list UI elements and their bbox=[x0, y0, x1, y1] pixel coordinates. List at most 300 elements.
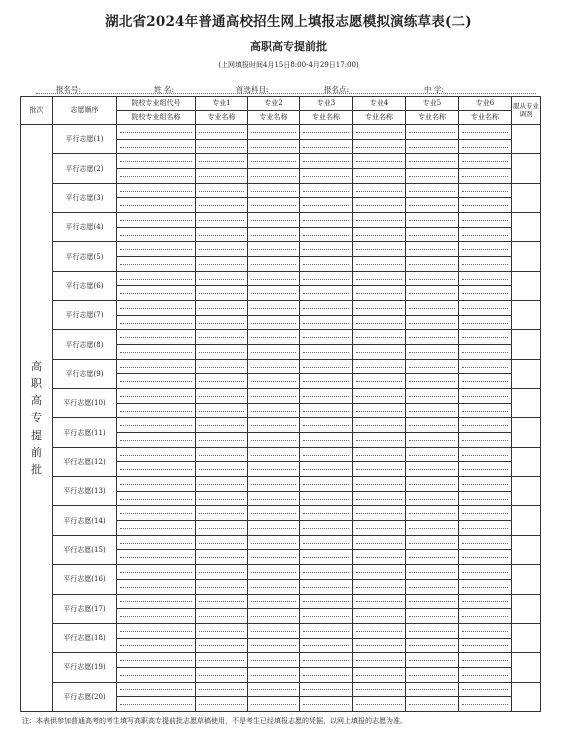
major-field-1[interactable] bbox=[196, 198, 248, 213]
major-field-2[interactable] bbox=[248, 345, 300, 360]
major-field-1[interactable] bbox=[196, 139, 248, 154]
major-field-6[interactable] bbox=[459, 682, 512, 697]
major-field-5[interactable] bbox=[406, 403, 459, 418]
major-field-1[interactable] bbox=[196, 697, 248, 712]
major-field-2[interactable] bbox=[248, 169, 300, 184]
major-field-3[interactable] bbox=[300, 125, 353, 140]
major-field-4[interactable] bbox=[353, 697, 406, 712]
major-field-5[interactable] bbox=[406, 433, 459, 448]
major-field-3[interactable] bbox=[300, 550, 353, 565]
major-field-5[interactable] bbox=[406, 330, 459, 345]
group-code-field[interactable] bbox=[117, 506, 196, 521]
major-field-2[interactable] bbox=[248, 697, 300, 712]
major-field-6[interactable] bbox=[459, 697, 512, 712]
major-field-6[interactable] bbox=[459, 579, 512, 594]
group-name-field[interactable] bbox=[117, 462, 196, 477]
major-field-4[interactable] bbox=[353, 345, 406, 360]
major-field-3[interactable] bbox=[300, 667, 353, 682]
major-field-6[interactable] bbox=[459, 257, 512, 272]
major-field-1[interactable] bbox=[196, 579, 248, 594]
major-field-5[interactable] bbox=[406, 565, 459, 580]
major-field-5[interactable] bbox=[406, 506, 459, 521]
major-field-3[interactable] bbox=[300, 183, 353, 198]
major-field-1[interactable] bbox=[196, 447, 248, 462]
major-field-1[interactable] bbox=[196, 389, 248, 404]
major-field-5[interactable] bbox=[406, 154, 459, 169]
major-field-5[interactable] bbox=[406, 389, 459, 404]
major-field-2[interactable] bbox=[248, 477, 300, 492]
group-name-field[interactable] bbox=[117, 374, 196, 389]
major-field-6[interactable] bbox=[459, 198, 512, 213]
major-field-5[interactable] bbox=[406, 169, 459, 184]
adjust-field[interactable] bbox=[512, 477, 541, 506]
major-field-3[interactable] bbox=[300, 697, 353, 712]
major-field-1[interactable] bbox=[196, 154, 248, 169]
major-field-4[interactable] bbox=[353, 506, 406, 521]
group-code-field[interactable] bbox=[117, 594, 196, 609]
major-field-4[interactable] bbox=[353, 374, 406, 389]
major-field-2[interactable] bbox=[248, 609, 300, 624]
major-field-4[interactable] bbox=[353, 667, 406, 682]
major-field-5[interactable] bbox=[406, 550, 459, 565]
group-code-field[interactable] bbox=[117, 301, 196, 316]
major-field-6[interactable] bbox=[459, 345, 512, 360]
group-code-field[interactable] bbox=[117, 330, 196, 345]
major-field-1[interactable] bbox=[196, 286, 248, 301]
group-code-field[interactable] bbox=[117, 653, 196, 668]
group-name-field[interactable] bbox=[117, 286, 196, 301]
major-field-6[interactable] bbox=[459, 638, 512, 653]
major-field-1[interactable] bbox=[196, 594, 248, 609]
major-field-3[interactable] bbox=[300, 682, 353, 697]
major-field-5[interactable] bbox=[406, 521, 459, 536]
major-field-1[interactable] bbox=[196, 609, 248, 624]
major-field-4[interactable] bbox=[353, 403, 406, 418]
major-field-2[interactable] bbox=[248, 242, 300, 257]
major-field-3[interactable] bbox=[300, 491, 353, 506]
group-name-field[interactable] bbox=[117, 315, 196, 330]
group-name-field[interactable] bbox=[117, 139, 196, 154]
major-field-2[interactable] bbox=[248, 565, 300, 580]
major-field-3[interactable] bbox=[300, 345, 353, 360]
major-field-4[interactable] bbox=[353, 125, 406, 140]
group-code-field[interactable] bbox=[117, 682, 196, 697]
major-field-2[interactable] bbox=[248, 462, 300, 477]
adjust-field[interactable] bbox=[512, 242, 541, 271]
major-field-4[interactable] bbox=[353, 286, 406, 301]
major-field-2[interactable] bbox=[248, 491, 300, 506]
major-field-3[interactable] bbox=[300, 389, 353, 404]
major-field-2[interactable] bbox=[248, 594, 300, 609]
major-field-6[interactable] bbox=[459, 374, 512, 389]
major-field-2[interactable] bbox=[248, 682, 300, 697]
major-field-5[interactable] bbox=[406, 271, 459, 286]
major-field-2[interactable] bbox=[248, 286, 300, 301]
major-field-3[interactable] bbox=[300, 565, 353, 580]
major-field-3[interactable] bbox=[300, 418, 353, 433]
major-field-2[interactable] bbox=[248, 403, 300, 418]
major-field-1[interactable] bbox=[196, 125, 248, 140]
major-field-3[interactable] bbox=[300, 579, 353, 594]
major-field-5[interactable] bbox=[406, 579, 459, 594]
major-field-1[interactable] bbox=[196, 682, 248, 697]
adjust-field[interactable] bbox=[512, 506, 541, 535]
major-field-6[interactable] bbox=[459, 418, 512, 433]
major-field-5[interactable] bbox=[406, 139, 459, 154]
major-field-6[interactable] bbox=[459, 535, 512, 550]
major-field-6[interactable] bbox=[459, 389, 512, 404]
adjust-field[interactable] bbox=[512, 125, 541, 154]
major-field-6[interactable] bbox=[459, 242, 512, 257]
major-field-4[interactable] bbox=[353, 389, 406, 404]
major-field-4[interactable] bbox=[353, 169, 406, 184]
major-field-4[interactable] bbox=[353, 535, 406, 550]
major-field-1[interactable] bbox=[196, 315, 248, 330]
major-field-3[interactable] bbox=[300, 227, 353, 242]
major-field-5[interactable] bbox=[406, 609, 459, 624]
major-field-3[interactable] bbox=[300, 623, 353, 638]
major-field-2[interactable] bbox=[248, 550, 300, 565]
major-field-2[interactable] bbox=[248, 139, 300, 154]
major-field-5[interactable] bbox=[406, 286, 459, 301]
group-code-field[interactable] bbox=[117, 154, 196, 169]
major-field-1[interactable] bbox=[196, 227, 248, 242]
major-field-6[interactable] bbox=[459, 506, 512, 521]
group-name-field[interactable] bbox=[117, 697, 196, 712]
major-field-2[interactable] bbox=[248, 183, 300, 198]
major-field-2[interactable] bbox=[248, 389, 300, 404]
group-code-field[interactable] bbox=[117, 535, 196, 550]
major-field-3[interactable] bbox=[300, 198, 353, 213]
major-field-6[interactable] bbox=[459, 594, 512, 609]
major-field-1[interactable] bbox=[196, 550, 248, 565]
major-field-4[interactable] bbox=[353, 139, 406, 154]
major-field-1[interactable] bbox=[196, 667, 248, 682]
adjust-field[interactable] bbox=[512, 418, 541, 447]
major-field-5[interactable] bbox=[406, 183, 459, 198]
major-field-2[interactable] bbox=[248, 257, 300, 272]
major-field-5[interactable] bbox=[406, 462, 459, 477]
major-field-2[interactable] bbox=[248, 623, 300, 638]
major-field-6[interactable] bbox=[459, 330, 512, 345]
major-field-1[interactable] bbox=[196, 374, 248, 389]
major-field-5[interactable] bbox=[406, 623, 459, 638]
major-field-6[interactable] bbox=[459, 169, 512, 184]
group-name-field[interactable] bbox=[117, 345, 196, 360]
major-field-3[interactable] bbox=[300, 653, 353, 668]
major-field-4[interactable] bbox=[353, 301, 406, 316]
major-field-1[interactable] bbox=[196, 359, 248, 374]
major-field-2[interactable] bbox=[248, 521, 300, 536]
major-field-4[interactable] bbox=[353, 154, 406, 169]
major-field-3[interactable] bbox=[300, 521, 353, 536]
major-field-4[interactable] bbox=[353, 594, 406, 609]
major-field-3[interactable] bbox=[300, 462, 353, 477]
major-field-6[interactable] bbox=[459, 491, 512, 506]
major-field-4[interactable] bbox=[353, 418, 406, 433]
major-field-5[interactable] bbox=[406, 257, 459, 272]
major-field-5[interactable] bbox=[406, 213, 459, 228]
adjust-field[interactable] bbox=[512, 389, 541, 418]
major-field-4[interactable] bbox=[353, 227, 406, 242]
major-field-2[interactable] bbox=[248, 301, 300, 316]
major-field-1[interactable] bbox=[196, 213, 248, 228]
major-field-1[interactable] bbox=[196, 418, 248, 433]
major-field-5[interactable] bbox=[406, 359, 459, 374]
major-field-3[interactable] bbox=[300, 638, 353, 653]
major-field-6[interactable] bbox=[459, 286, 512, 301]
adjust-field[interactable] bbox=[512, 594, 541, 623]
major-field-6[interactable] bbox=[459, 403, 512, 418]
adjust-field[interactable] bbox=[512, 271, 541, 300]
major-field-6[interactable] bbox=[459, 359, 512, 374]
major-field-5[interactable] bbox=[406, 315, 459, 330]
group-name-field[interactable] bbox=[117, 609, 196, 624]
major-field-4[interactable] bbox=[353, 183, 406, 198]
major-field-6[interactable] bbox=[459, 565, 512, 580]
major-field-1[interactable] bbox=[196, 623, 248, 638]
group-code-field[interactable] bbox=[117, 359, 196, 374]
major-field-4[interactable] bbox=[353, 213, 406, 228]
major-field-4[interactable] bbox=[353, 462, 406, 477]
group-name-field[interactable] bbox=[117, 433, 196, 448]
adjust-field[interactable] bbox=[512, 330, 541, 359]
group-code-field[interactable] bbox=[117, 242, 196, 257]
major-field-5[interactable] bbox=[406, 198, 459, 213]
major-field-1[interactable] bbox=[196, 565, 248, 580]
adjust-field[interactable] bbox=[512, 682, 541, 711]
major-field-3[interactable] bbox=[300, 271, 353, 286]
group-code-field[interactable] bbox=[117, 183, 196, 198]
major-field-3[interactable] bbox=[300, 506, 353, 521]
major-field-1[interactable] bbox=[196, 462, 248, 477]
major-field-3[interactable] bbox=[300, 594, 353, 609]
group-name-field[interactable] bbox=[117, 257, 196, 272]
major-field-4[interactable] bbox=[353, 477, 406, 492]
group-name-field[interactable] bbox=[117, 169, 196, 184]
major-field-2[interactable] bbox=[248, 653, 300, 668]
major-field-3[interactable] bbox=[300, 213, 353, 228]
major-field-4[interactable] bbox=[353, 550, 406, 565]
major-field-4[interactable] bbox=[353, 242, 406, 257]
major-field-3[interactable] bbox=[300, 154, 353, 169]
major-field-6[interactable] bbox=[459, 447, 512, 462]
major-field-1[interactable] bbox=[196, 183, 248, 198]
adjust-field[interactable] bbox=[512, 535, 541, 564]
major-field-4[interactable] bbox=[353, 653, 406, 668]
major-field-1[interactable] bbox=[196, 301, 248, 316]
major-field-5[interactable] bbox=[406, 653, 459, 668]
major-field-2[interactable] bbox=[248, 330, 300, 345]
major-field-2[interactable] bbox=[248, 271, 300, 286]
major-field-2[interactable] bbox=[248, 374, 300, 389]
major-field-4[interactable] bbox=[353, 579, 406, 594]
major-field-2[interactable] bbox=[248, 227, 300, 242]
group-code-field[interactable] bbox=[117, 418, 196, 433]
major-field-2[interactable] bbox=[248, 638, 300, 653]
major-field-6[interactable] bbox=[459, 154, 512, 169]
major-field-2[interactable] bbox=[248, 535, 300, 550]
major-field-2[interactable] bbox=[248, 125, 300, 140]
major-field-3[interactable] bbox=[300, 330, 353, 345]
major-field-3[interactable] bbox=[300, 403, 353, 418]
major-field-1[interactable] bbox=[196, 653, 248, 668]
major-field-4[interactable] bbox=[353, 638, 406, 653]
major-field-4[interactable] bbox=[353, 257, 406, 272]
major-field-5[interactable] bbox=[406, 682, 459, 697]
major-field-4[interactable] bbox=[353, 271, 406, 286]
major-field-3[interactable] bbox=[300, 286, 353, 301]
major-field-2[interactable] bbox=[248, 667, 300, 682]
major-field-6[interactable] bbox=[459, 213, 512, 228]
adjust-field[interactable] bbox=[512, 565, 541, 594]
major-field-3[interactable] bbox=[300, 169, 353, 184]
major-field-5[interactable] bbox=[406, 301, 459, 316]
major-field-3[interactable] bbox=[300, 242, 353, 257]
adjust-field[interactable] bbox=[512, 653, 541, 682]
major-field-6[interactable] bbox=[459, 139, 512, 154]
major-field-2[interactable] bbox=[248, 315, 300, 330]
major-field-3[interactable] bbox=[300, 535, 353, 550]
major-field-3[interactable] bbox=[300, 359, 353, 374]
major-field-1[interactable] bbox=[196, 477, 248, 492]
major-field-4[interactable] bbox=[353, 682, 406, 697]
major-field-1[interactable] bbox=[196, 506, 248, 521]
major-field-6[interactable] bbox=[459, 609, 512, 624]
major-field-1[interactable] bbox=[196, 242, 248, 257]
group-code-field[interactable] bbox=[117, 271, 196, 286]
group-code-field[interactable] bbox=[117, 477, 196, 492]
adjust-field[interactable] bbox=[512, 359, 541, 388]
major-field-5[interactable] bbox=[406, 125, 459, 140]
group-code-field[interactable] bbox=[117, 623, 196, 638]
major-field-5[interactable] bbox=[406, 242, 459, 257]
major-field-2[interactable] bbox=[248, 579, 300, 594]
major-field-3[interactable] bbox=[300, 477, 353, 492]
adjust-field[interactable] bbox=[512, 154, 541, 183]
major-field-6[interactable] bbox=[459, 315, 512, 330]
major-field-5[interactable] bbox=[406, 491, 459, 506]
major-field-5[interactable] bbox=[406, 697, 459, 712]
group-name-field[interactable] bbox=[117, 667, 196, 682]
major-field-6[interactable] bbox=[459, 271, 512, 286]
group-name-field[interactable] bbox=[117, 491, 196, 506]
major-field-5[interactable] bbox=[406, 594, 459, 609]
adjust-field[interactable] bbox=[512, 301, 541, 330]
major-field-2[interactable] bbox=[248, 433, 300, 448]
major-field-2[interactable] bbox=[248, 447, 300, 462]
major-field-4[interactable] bbox=[353, 315, 406, 330]
major-field-3[interactable] bbox=[300, 447, 353, 462]
major-field-4[interactable] bbox=[353, 609, 406, 624]
group-code-field[interactable] bbox=[117, 565, 196, 580]
major-field-6[interactable] bbox=[459, 653, 512, 668]
major-field-2[interactable] bbox=[248, 154, 300, 169]
major-field-1[interactable] bbox=[196, 169, 248, 184]
group-name-field[interactable] bbox=[117, 227, 196, 242]
group-code-field[interactable] bbox=[117, 213, 196, 228]
major-field-4[interactable] bbox=[353, 521, 406, 536]
major-field-1[interactable] bbox=[196, 403, 248, 418]
major-field-5[interactable] bbox=[406, 345, 459, 360]
major-field-2[interactable] bbox=[248, 418, 300, 433]
major-field-5[interactable] bbox=[406, 418, 459, 433]
group-name-field[interactable] bbox=[117, 403, 196, 418]
major-field-5[interactable] bbox=[406, 374, 459, 389]
major-field-3[interactable] bbox=[300, 315, 353, 330]
adjust-field[interactable] bbox=[512, 183, 541, 212]
major-field-6[interactable] bbox=[459, 301, 512, 316]
group-code-field[interactable] bbox=[117, 125, 196, 140]
major-field-4[interactable] bbox=[353, 447, 406, 462]
major-field-1[interactable] bbox=[196, 535, 248, 550]
major-field-5[interactable] bbox=[406, 535, 459, 550]
major-field-6[interactable] bbox=[459, 521, 512, 536]
major-field-5[interactable] bbox=[406, 477, 459, 492]
major-field-6[interactable] bbox=[459, 477, 512, 492]
major-field-1[interactable] bbox=[196, 257, 248, 272]
group-code-field[interactable] bbox=[117, 447, 196, 462]
major-field-3[interactable] bbox=[300, 257, 353, 272]
major-field-1[interactable] bbox=[196, 433, 248, 448]
major-field-4[interactable] bbox=[353, 433, 406, 448]
adjust-field[interactable] bbox=[512, 447, 541, 476]
major-field-1[interactable] bbox=[196, 330, 248, 345]
major-field-4[interactable] bbox=[353, 491, 406, 506]
major-field-4[interactable] bbox=[353, 565, 406, 580]
major-field-4[interactable] bbox=[353, 330, 406, 345]
major-field-4[interactable] bbox=[353, 359, 406, 374]
major-field-5[interactable] bbox=[406, 667, 459, 682]
major-field-6[interactable] bbox=[459, 433, 512, 448]
major-field-2[interactable] bbox=[248, 213, 300, 228]
major-field-6[interactable] bbox=[459, 227, 512, 242]
major-field-5[interactable] bbox=[406, 447, 459, 462]
major-field-3[interactable] bbox=[300, 301, 353, 316]
major-field-3[interactable] bbox=[300, 374, 353, 389]
group-name-field[interactable] bbox=[117, 550, 196, 565]
major-field-6[interactable] bbox=[459, 550, 512, 565]
major-field-6[interactable] bbox=[459, 183, 512, 198]
major-field-1[interactable] bbox=[196, 345, 248, 360]
group-name-field[interactable] bbox=[117, 638, 196, 653]
major-field-2[interactable] bbox=[248, 506, 300, 521]
major-field-6[interactable] bbox=[459, 125, 512, 140]
major-field-1[interactable] bbox=[196, 521, 248, 536]
major-field-4[interactable] bbox=[353, 198, 406, 213]
major-field-1[interactable] bbox=[196, 271, 248, 286]
major-field-6[interactable] bbox=[459, 623, 512, 638]
adjust-field[interactable] bbox=[512, 213, 541, 242]
major-field-6[interactable] bbox=[459, 667, 512, 682]
major-field-2[interactable] bbox=[248, 198, 300, 213]
major-field-3[interactable] bbox=[300, 609, 353, 624]
adjust-field[interactable] bbox=[512, 623, 541, 652]
group-name-field[interactable] bbox=[117, 521, 196, 536]
major-field-4[interactable] bbox=[353, 623, 406, 638]
group-code-field[interactable] bbox=[117, 389, 196, 404]
group-name-field[interactable] bbox=[117, 579, 196, 594]
major-field-1[interactable] bbox=[196, 638, 248, 653]
major-field-2[interactable] bbox=[248, 359, 300, 374]
major-field-3[interactable] bbox=[300, 139, 353, 154]
major-field-3[interactable] bbox=[300, 433, 353, 448]
major-field-6[interactable] bbox=[459, 462, 512, 477]
major-field-5[interactable] bbox=[406, 227, 459, 242]
major-field-1[interactable] bbox=[196, 491, 248, 506]
group-name-field[interactable] bbox=[117, 198, 196, 213]
major-field-5[interactable] bbox=[406, 638, 459, 653]
